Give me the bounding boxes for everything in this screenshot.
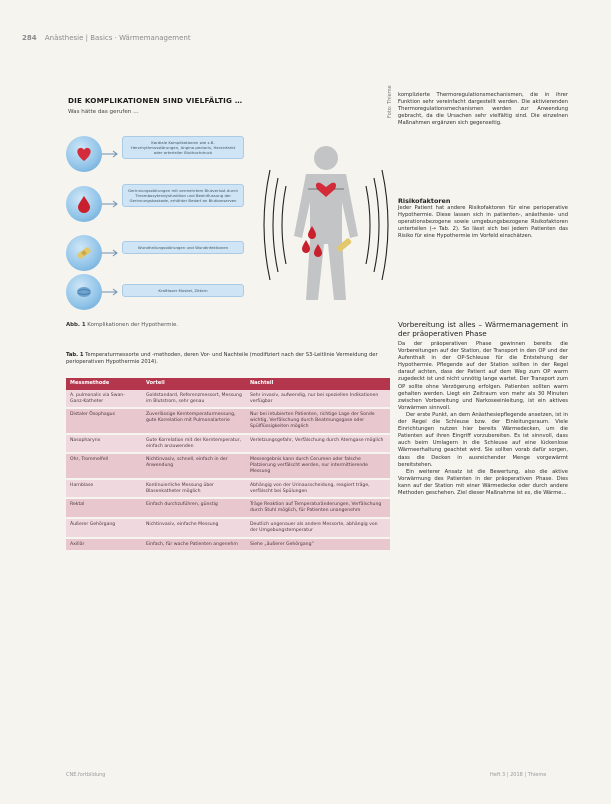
table-cell: Nichtinvasiv, schnell, einfach in der Anwendung — [142, 453, 246, 478]
table-row — [66, 408, 390, 433]
figure-caption-text: Komplikationen der Hypothermie. — [87, 322, 179, 328]
table-cell: Kontinuierliche Messung über Blasenkatheter möglich — [142, 479, 246, 499]
footer-left: CNE.fortbildung — [66, 772, 106, 778]
figure-subtitle: Was hätte das gerufen … — [68, 109, 139, 115]
figure-caption — [66, 322, 178, 328]
arrow-icon — [102, 288, 120, 296]
text-column-intro — [398, 92, 568, 127]
table-cell: Gute Korrelation mit der Kerntemperatur, einfach anzuwenden — [142, 434, 246, 454]
complication-box-muscle: Kraftloser Muskel, Zittern — [122, 284, 244, 297]
table-row — [66, 479, 390, 499]
page-number: 284 — [22, 34, 37, 42]
table-caption-label: Tab. 1 — [66, 352, 84, 358]
table-row — [66, 434, 390, 454]
table-cell: Harnblase — [66, 479, 142, 499]
running-head: Anästhesie | Basics · Wärmemanagement — [44, 34, 191, 42]
table-header-advantage: Vorteil — [142, 378, 246, 390]
complication-row-coagulation — [64, 186, 242, 220]
table-cell: Nasopharynx — [66, 434, 142, 454]
complication-box-coagulation: Gerinnungsstörungen mit vermehrtem Blutverlust durch Thrombozytendysfunktion und Beeinflussung der Gerinnungskaskade, erhöhter Bedarf an Blutkonserven — [122, 184, 244, 207]
table-header-method: Messmethode — [66, 378, 142, 390]
section-heading-risk: Risikofaktoren — [398, 197, 451, 205]
body-paragraph: Ein weiterer Ansatz ist die Bewertung, also die aktive Vorwärmung des Patienten in der präoperativen Phase. Dies kann auf der Station mit einer Wärmedecke oder durch andere Methoden geschehen. Ziel dieser Maßnahme ist es, die Wärme… — [398, 468, 568, 496]
table-cell: Messergebnis kann durch Cerumen oder falsche Platzierung verfälscht werden, nur intermittierende Messung — [246, 453, 390, 478]
body-paragraph-intro: komplizierte Thermoregulationsmechanismen, die in ihrer Funktion sehr vereinfacht dargestellt werden. Die aktivierenden Thermoregulationsmechanismen werden zur Anwendung gebracht, da die Ursachen sehr vielfältig sind. Die einzelnen Maßnahmen ergänzen sich gegenseitig. — [398, 92, 568, 127]
complication-box-wound: Wundheilungsstörungen und Wundinfektionen — [122, 241, 244, 254]
body-paragraph: Der erste Punkt, an dem Anästhesiepflegende ansetzen, ist in der Regel die Schleuse bzw. der Einleitungsraum. Viele Einrichtungen nutzen hier bereits Wärmedecken, um die Patienten auf ihren Eingriff vorzubereiten. Es ist sinnvoll, dass auch beim Umlagern in die Schleuse auf eine lückenlose Wärmeerhaltung geachtet wird. Sie sollten vorab dafür sorgen, dass die Decken in ausreichender Menge vorgewärmt bereitstehen. — [398, 411, 568, 468]
heart-icon — [74, 144, 94, 164]
table-cell: Äußerer Gehörgang — [66, 518, 142, 538]
section-heading-preparation: Vorbereitung ist alles – Wärmemanagement in der präoperativen Phase — [398, 320, 568, 338]
body-paragraph: Da der präoperativen Phase gewinnen bereits die Vorbereitungen auf der Station, der Transport in den OP und der Aufenthalt in der OP-Schleuse für die Entstehung der Hypothermie. Pflegende auf der Station sollten in der Regel darauf achten, dass der Patient auf dem Weg zum OP warm zugedeckt ist und nicht unnötig lange wartet. Der Transport zum OP sollte ohne Verzögerung erfolgen. Patienten sollten warm gehalten werden. Liegt ein Zeitraum von mehr als 30 Minuten zwischen Vorbereitung und Narkoseeinleitung, ist ein aktives Vorwärmen sinnvoll. — [398, 341, 568, 411]
table-cell: Einfach durchzuführen, günstig — [142, 498, 246, 518]
table-row — [66, 538, 390, 552]
figure-caption-label: Abb. 1 — [66, 322, 86, 328]
table-caption-text: Temperaturmessorte und -methoden, deren Vor- und Nachteile (modifiziert nach der S3-Leitlinie Vermeidung der perioperativen Hypothermie 2014). — [66, 352, 378, 365]
table-row — [66, 498, 390, 518]
heart-icon-circle — [66, 136, 102, 172]
body-paragraph-risk: Jeder Patient hat andere Risikofaktoren für eine perioperative Hypothermie. Diese lassen sich in patienten-, anästhesie- und operationsbezogene sowie umgebungsbezogene Risikofaktoren unterteilen (→ Tab. 2). So lässt sich bei jedem Patienten das Risiko für eine Hypothermie im Vorfeld einschätzen. — [398, 205, 568, 240]
table-cell: Sehr invasiv, aufwendig, nur bei speziellen Indikationen verfügbar — [246, 390, 390, 409]
arrow-icon — [102, 200, 120, 208]
complication-row-muscle — [64, 274, 242, 308]
text-column-preparation — [398, 320, 568, 497]
table-cell: Deutlich ungenauer als andere Messorte, abhängig von der Umgebungstemperatur — [246, 518, 390, 538]
bandage-icon — [74, 243, 94, 263]
bandage-icon-circle — [66, 235, 102, 271]
blood-drop-icon — [74, 194, 94, 214]
table-cell: Siehe „äußerer Gehörgang“ — [246, 538, 390, 552]
table-cell: Abhängig von der Urinausscheidung, reagiert träge, verfälscht bei Spülungen — [246, 479, 390, 499]
arrow-icon — [102, 249, 120, 257]
table-cell: Verletzungsgefahr, Verfälschung durch Atemgase möglich — [246, 434, 390, 454]
table-row — [66, 390, 390, 409]
table-cell: Nur bei intubierten Patienten, richtige Lage der Sonde wichtig, Verfälschung durch Beatmungsgase oder Spülflüssigkeiten möglich — [246, 408, 390, 433]
muscle-icon-circle — [66, 274, 102, 310]
blood-drop-icon-circle — [66, 186, 102, 222]
table-cell: Einfach, für wache Patienten angenehm — [142, 538, 246, 552]
table-cell: Nichtinvasiv, einfache Messung — [142, 518, 246, 538]
text-column-risk — [398, 198, 568, 241]
table-cell: Distaler Ösophagus — [66, 408, 142, 433]
photo-credit: Foto: Thieme — [387, 85, 393, 118]
table-header-disadvantage: Nachteil — [246, 378, 390, 390]
table-header-row — [66, 378, 390, 390]
arrow-icon — [102, 150, 120, 158]
table-row — [66, 453, 390, 478]
complication-box-cardiac: Kardiale Komplikationen wie z.B. Herzrhythmusstörungen, Angina pectoris, Herzinfarkt oder arterieller Bluthochdruck — [122, 136, 244, 159]
table-cell: Ohr, Trommelfell — [66, 453, 142, 478]
table-caption — [66, 352, 388, 366]
table-cell: Goldstandard, Referenzmessort, Messung im Blutstrom, sehr genau — [142, 390, 246, 409]
table-cell: Träge Reaktion auf Temperaturänderungen, Verfälschung durch Stuhl möglich, für Patienten unangenehm — [246, 498, 390, 518]
table-row — [66, 518, 390, 538]
human-figure-illustration — [256, 140, 396, 310]
figure-title: DIE KOMPLIKATIONEN SIND VIELFÄLTIG … — [68, 96, 243, 105]
footer-right: Heft 3 | 2018 | Thieme — [490, 772, 547, 778]
table-cell: Rektal — [66, 498, 142, 518]
measurement-methods-table — [66, 378, 390, 552]
table-cell: Axillär — [66, 538, 142, 552]
complication-row-cardiac — [64, 136, 242, 170]
running-header — [22, 34, 191, 42]
complication-row-wound — [64, 235, 242, 269]
table-cell: A. pulmonalis via Swan-Ganz-Katheter — [66, 390, 142, 409]
muscle-fiber-icon — [74, 282, 94, 302]
table-cell: Zuverlässige Kerntemperaturmessung, gute Korrelation mit Pulmonalarterie — [142, 408, 246, 433]
